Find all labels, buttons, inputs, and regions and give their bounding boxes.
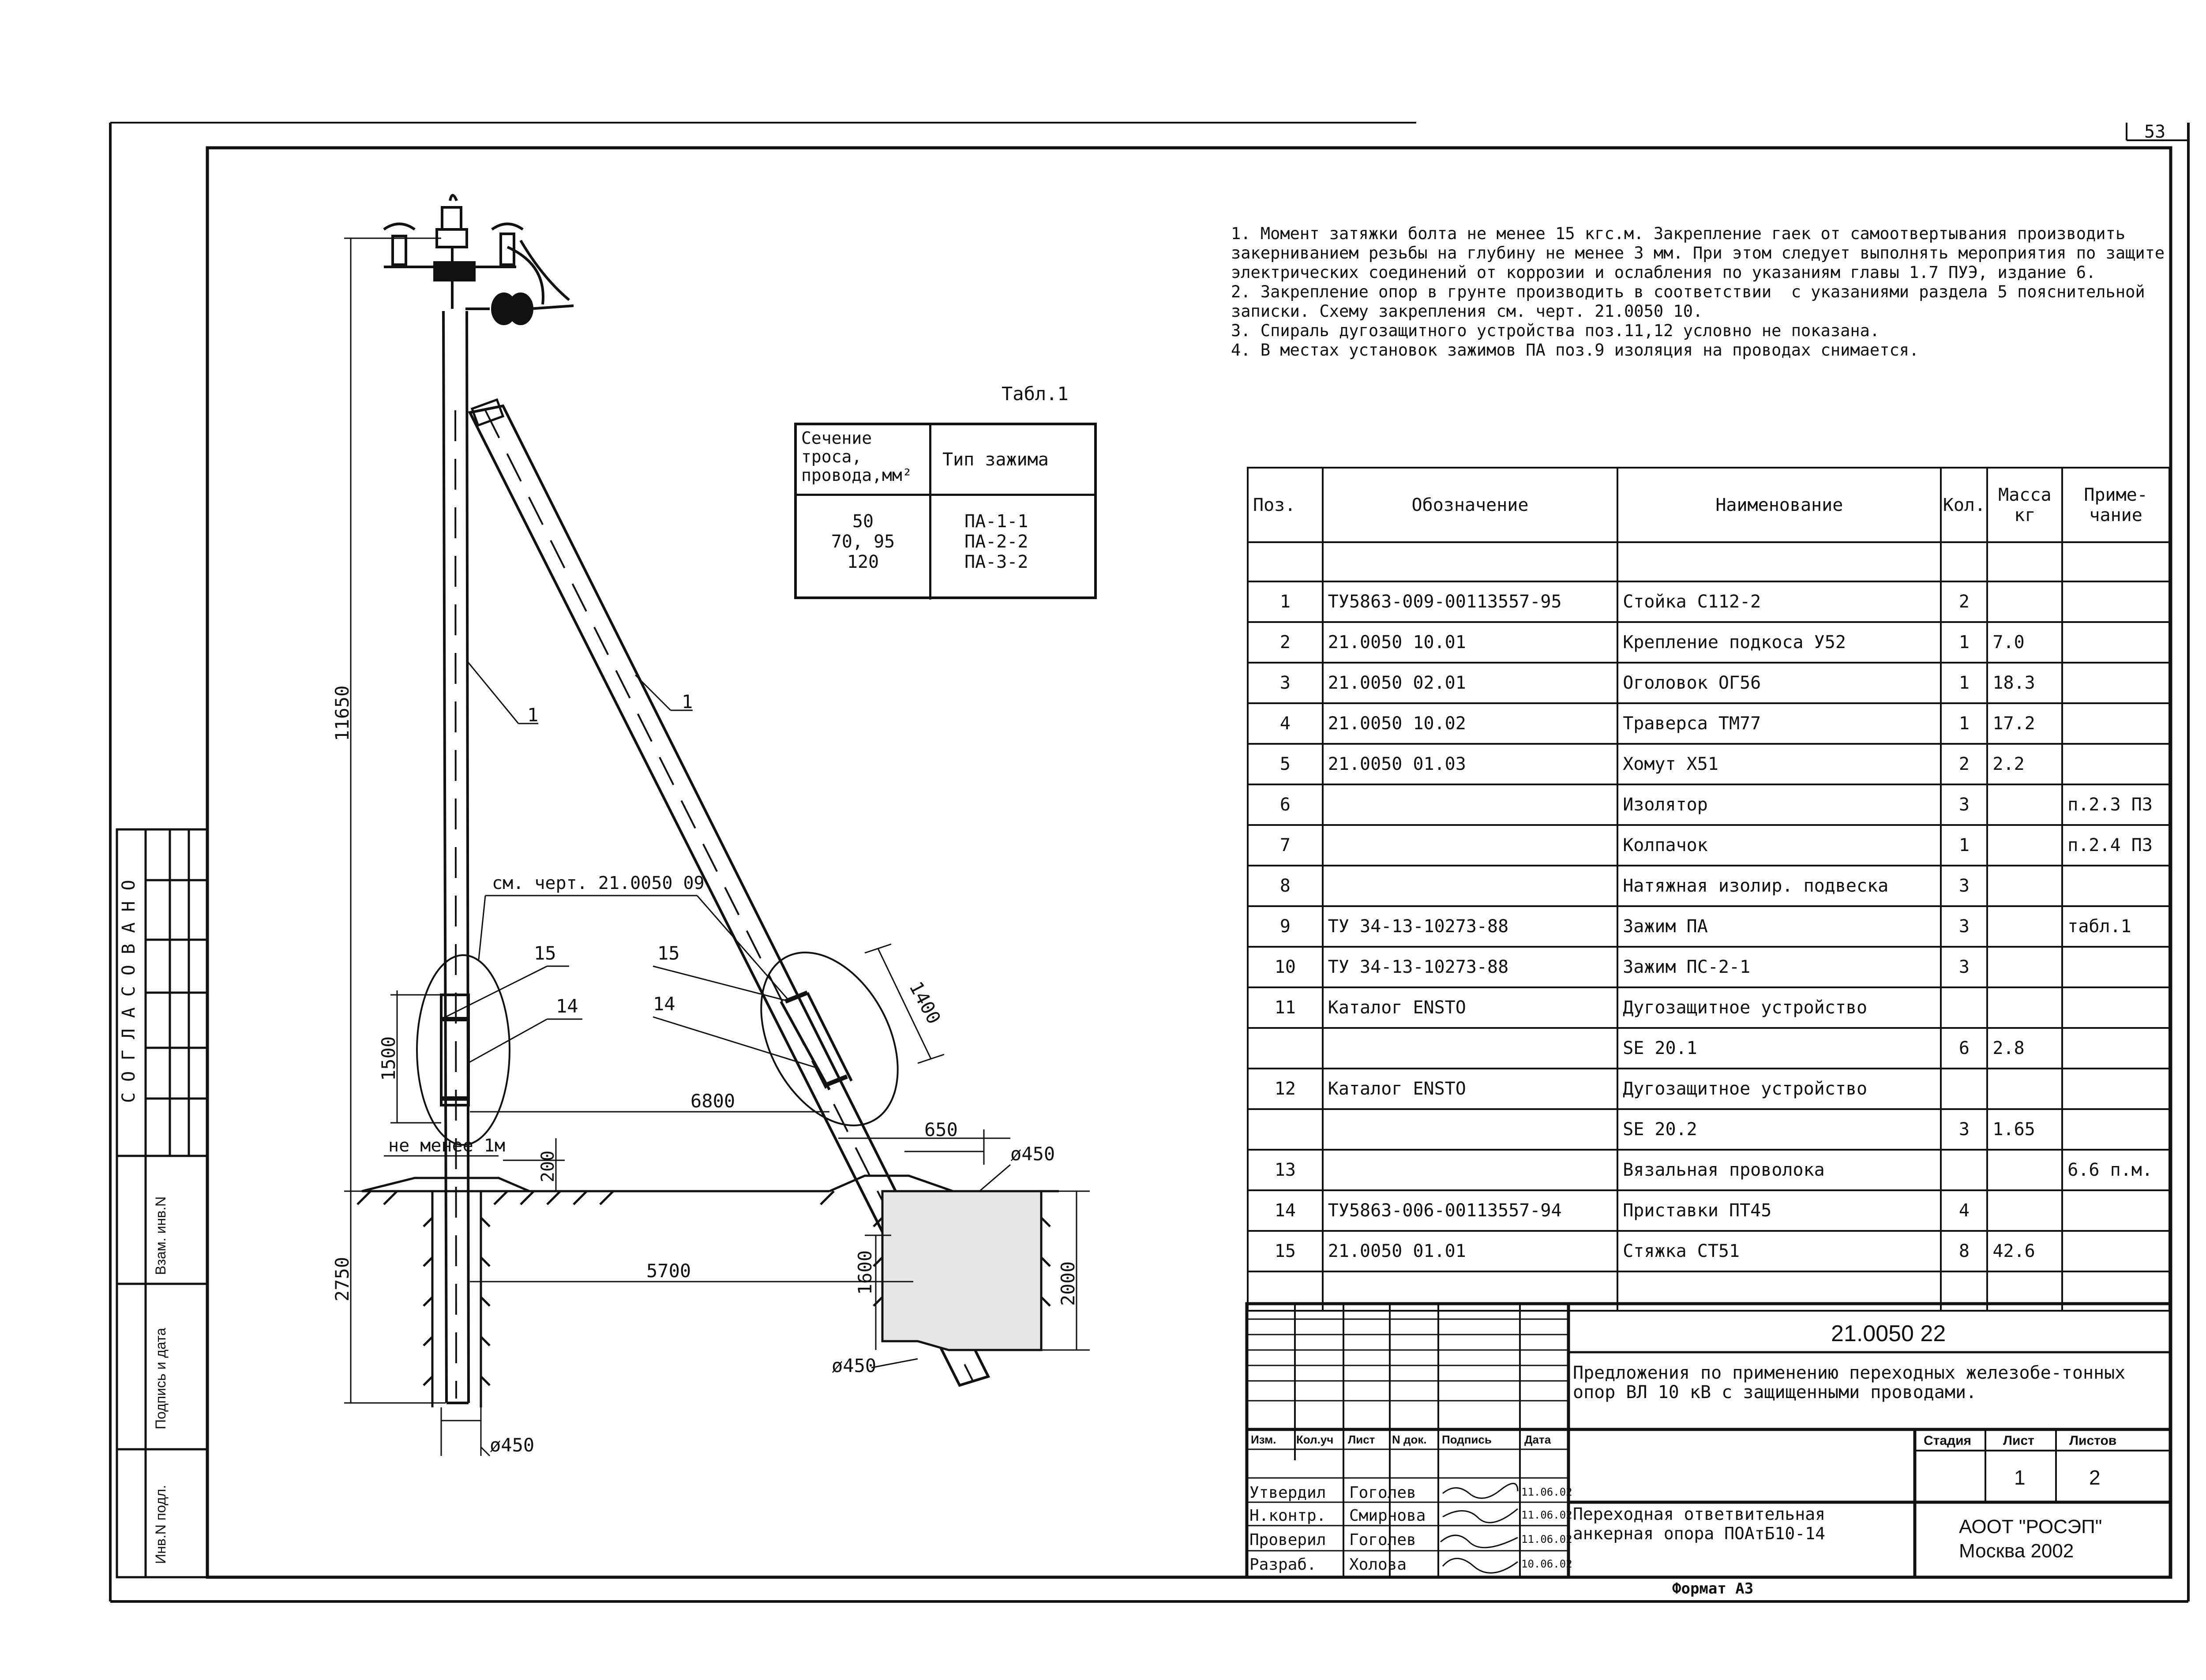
pos-1-pole: 1 [527, 704, 539, 726]
general-notes [1231, 224, 2180, 360]
rev-header-kol: Кол.уч [1296, 1433, 1334, 1446]
clamp-type: ПА-1-1 [964, 511, 1028, 532]
spec-cell-pos: 5 [1248, 744, 1323, 784]
clamp-type: ПА-2-2 [964, 532, 1028, 552]
leader-lines [441, 662, 816, 1068]
clamp-table [794, 423, 1097, 599]
spec-cell-pos: 10 [1248, 947, 1323, 987]
drawing-name: Переходная ответвительная анкерная опора ПОАтБ10-14 [1573, 1504, 1825, 1543]
spec-cell-name: Изолятор [1617, 784, 1941, 825]
spec-cell-mass [1987, 1190, 2062, 1231]
spec-cell-pos: 13 [1248, 1150, 1323, 1190]
signature-image [1443, 1509, 1518, 1522]
spec-cell-pos: 4 [1248, 703, 1323, 744]
spec-cell-code [1323, 1150, 1617, 1190]
spec-header-pos: Поз. [1248, 468, 1323, 542]
rev-header-list: Лист [1348, 1433, 1375, 1446]
spec-cell-mass [1987, 1069, 2062, 1109]
table-row [1248, 825, 2169, 866]
dim-5700: 5700 [646, 1260, 691, 1282]
junction-left [417, 955, 510, 1145]
spec-cell-mass [1987, 866, 2062, 906]
pos-14-right: 14 [653, 993, 675, 1015]
spec-cell-name: Стойка С112-2 [1617, 581, 1941, 622]
table-row [1248, 1271, 2169, 1311]
table-row [1248, 1190, 2169, 1231]
spec-cell-name: Траверса ТМ77 [1617, 703, 1941, 744]
table-row [1248, 703, 2169, 744]
pit-right [874, 1191, 1050, 1350]
signature-image [1443, 1559, 1518, 1573]
spec-cell-mass [1987, 784, 2062, 825]
spec-cell-note [2062, 866, 2169, 906]
dim-height: 11650 [331, 685, 353, 741]
table-row [1248, 1109, 2169, 1150]
spec-cell-mass: 1.65 [1987, 1109, 2062, 1150]
spec-cell-code: 21.0050 10.02 [1323, 703, 1617, 744]
signer-date: 11.06.02 [1521, 1486, 1572, 1498]
dim-depth: 2750 [331, 1256, 353, 1301]
spec-header-mass: Масса кг [1987, 468, 2062, 542]
spec-cell-qty: 6 [1941, 1028, 1987, 1069]
spec-cell-qty: 3 [1941, 906, 1987, 947]
spec-cell-note [2062, 703, 2169, 744]
spec-cell-code [1323, 1028, 1617, 1069]
spec-header-note: Приме-чание [2062, 468, 2169, 542]
dim-6800: 6800 [690, 1090, 735, 1112]
spec-cell-note [2062, 1028, 2169, 1069]
spec-cell-code: ТУ5863-009-00113557-95 [1323, 581, 1617, 622]
page-number: 53 [2144, 122, 2166, 142]
signer-date: 11.06.02 [1521, 1533, 1572, 1545]
spec-cell-qty: 1 [1941, 622, 1987, 663]
table-row [1248, 1150, 2169, 1190]
spec-cell-mass [1987, 1150, 2062, 1190]
spec-header-qty: Кол. [1941, 468, 1987, 542]
table-row [1248, 1069, 2169, 1109]
spec-cell-code: ТУ 34-13-10273-88 [1323, 947, 1617, 987]
spec-cell-qty: 3 [1941, 947, 1987, 987]
dim-1500: 1500 [378, 1036, 399, 1081]
signer-name: Смирнова [1349, 1507, 1426, 1525]
spec-cell-qty: 3 [1941, 1109, 1987, 1150]
spec-cell-qty [1941, 1069, 1987, 1109]
spec-cell-pos [1248, 1109, 1323, 1150]
table-row [1248, 744, 2169, 784]
spec-cell-qty: 4 [1941, 1190, 1987, 1231]
org-name: АООТ "РОСЭП" [1959, 1516, 2102, 1538]
sheet-label: Лист [2003, 1433, 2034, 1448]
spec-cell-qty: 1 [1941, 825, 1987, 866]
spec-cell-pos: 15 [1248, 1231, 1323, 1271]
signer-name: Гоголев [1349, 1484, 1416, 1502]
spec-cell-qty: 2 [1941, 744, 1987, 784]
table-row [1248, 784, 2169, 825]
spec-cell-note [2062, 1109, 2169, 1150]
spec-header-name: Наименование [1617, 468, 1941, 542]
signer-role: Утвердил [1249, 1484, 1326, 1502]
spec-cell-pos: 11 [1248, 987, 1323, 1028]
spec-cell-note [2062, 947, 2169, 987]
spec-cell-code: 21.0050 02.01 [1323, 663, 1617, 703]
spec-cell-pos: 8 [1248, 866, 1323, 906]
dim-2000: 2000 [1057, 1261, 1079, 1306]
pos-14-left: 14 [556, 995, 578, 1017]
spec-cell-qty: 1 [1941, 663, 1987, 703]
sheets-label: Листов [2069, 1433, 2117, 1448]
note-item: 4. В местах установок зажимов ПА поз.9 изоляция на проводах снимается. [1231, 341, 1919, 360]
spec-cell-qty: 8 [1941, 1231, 1987, 1271]
rev-header-izm: Изм. [1251, 1433, 1276, 1446]
spec-cell-mass [1987, 906, 2062, 947]
table-row [1248, 1028, 2169, 1069]
rev-header-ndoc: N док. [1392, 1433, 1427, 1446]
spec-cell-pos: 12 [1248, 1069, 1323, 1109]
city-year: Москва 2002 [1959, 1540, 2074, 1562]
clamp-table-title: Табл.1 [1002, 383, 1069, 405]
spec-header-row [1248, 468, 2169, 542]
dim-diam-pit: ø450 [832, 1355, 877, 1376]
spec-cell-code: ТУ 34-13-10273-88 [1323, 906, 1617, 947]
spec-cell-note [2062, 744, 2169, 784]
signer-name: Холова [1349, 1556, 1407, 1574]
spec-cell-code: Каталог ENSTO [1323, 1069, 1617, 1109]
table-row [1248, 542, 2169, 581]
spec-cell-qty: 3 [1941, 784, 1987, 825]
pos-1-brace: 1 [682, 691, 693, 712]
spec-cell-note: п.2.3 ПЗ [2062, 784, 2169, 825]
spec-cell-qty: 2 [1941, 581, 1987, 622]
spec-cell-pos: 9 [1248, 906, 1323, 947]
spec-cell-pos: 6 [1248, 784, 1323, 825]
spec-cell-mass: 18.3 [1987, 663, 2062, 703]
spec-cell-note [2062, 1231, 2169, 1271]
spec-cell-name: Приставки ПТ45 [1617, 1190, 1941, 1231]
spec-cell-name: Зажим ПА [1617, 906, 1941, 947]
spec-cell-note [2062, 1069, 2169, 1109]
spec-cell-qty [1941, 987, 1987, 1028]
spec-cell-note: п.2.4 ПЗ [2062, 825, 2169, 866]
spec-cell-code: Каталог ENSTO [1323, 987, 1617, 1028]
table-row [1248, 1231, 2169, 1271]
side-stamp-vzam: Взам. инв.N [153, 1196, 169, 1275]
sheets-value: 2 [2089, 1466, 2101, 1489]
signer-role: Н.контр. [1249, 1507, 1326, 1525]
spec-cell-name: SE 20.1 [1617, 1028, 1941, 1069]
stage-label: Стадия [1924, 1433, 1972, 1448]
clamp-header-section: Сечение троса, провода,мм² [801, 428, 912, 485]
dim-1600: 1600 [854, 1250, 876, 1295]
spec-cell-mass [1987, 947, 2062, 987]
spec-cell-note: табл.1 [2062, 906, 2169, 947]
spec-cell-note [2062, 1190, 2169, 1231]
spec-cell-note: 6.6 п.м. [2062, 1150, 2169, 1190]
clamp-section: 70, 95 [831, 532, 895, 552]
dim-diam-right: ø450 [1010, 1143, 1055, 1165]
spec-cell-code [1323, 866, 1617, 906]
table-row [1248, 906, 2169, 947]
spec-cell-pos: 1 [1248, 581, 1323, 622]
dim-diam-bottom: ø450 [490, 1434, 535, 1456]
spec-cell-mass [1987, 581, 2062, 622]
table-row [1248, 947, 2169, 987]
spec-cell-pos: 3 [1248, 663, 1323, 703]
note-item: 1. Момент затяжки болта не менее 15 кгс.м. Закрепление гаек от самоотвертывания производить закерниванием резьбы на глубину не менее 3 мм. При этом следует выполнять мероприятия по защите электрических соединений от коррозии и ослабления по указаниям главы 1.7 ПУЭ, издание 6. [1231, 224, 2175, 282]
table-row [1248, 622, 2169, 663]
clamp-header-type: Тип зажима [942, 450, 1049, 470]
spec-cell-name: Хомут Х51 [1617, 744, 1941, 784]
spec-cell-mass: 17.2 [1987, 703, 2062, 744]
rev-header-date: Дата [1524, 1433, 1551, 1446]
side-stamp-inv-podl: Инв.N подл. [153, 1485, 169, 1564]
table-row [1248, 581, 2169, 622]
spec-cell-code [1323, 825, 1617, 866]
spec-cell-code [1323, 784, 1617, 825]
spec-cell-mass: 2.2 [1987, 744, 2062, 784]
spec-cell-name: Стяжка СТ51 [1617, 1231, 1941, 1271]
spec-cell-note [2062, 663, 2169, 703]
label-not-less: не менее 1м [388, 1136, 505, 1156]
specification-table [1247, 467, 2170, 1312]
ref-see-drawing: см. черт. 21.0050 09 [492, 873, 705, 893]
revision-headers [1251, 1433, 1551, 1446]
pole-head [384, 195, 574, 324]
junction-right [733, 929, 926, 1149]
spec-cell-name: Дугозащитное устройство [1617, 987, 1941, 1028]
spec-cell-code [1323, 1109, 1617, 1150]
spec-cell-code: 21.0050 10.01 [1323, 622, 1617, 663]
table-row [1248, 987, 2169, 1028]
spec-cell-mass: 42.6 [1987, 1231, 2062, 1271]
spec-header-code: Обозначение [1323, 468, 1617, 542]
spec-cell-code: 21.0050 01.03 [1323, 744, 1617, 784]
spec-cell-qty: 1 [1941, 703, 1987, 744]
signer-date: 11.06.02 [1521, 1509, 1572, 1521]
spec-cell-mass: 7.0 [1987, 622, 2062, 663]
clamp-section: 120 [847, 552, 879, 572]
clamp-type: ПА-3-2 [964, 552, 1028, 572]
spec-cell-note [2062, 987, 2169, 1028]
spec-cell-mass: 2.8 [1987, 1028, 2062, 1069]
signer-role: Разраб. [1249, 1556, 1317, 1574]
rev-header-sign: Подпись [1442, 1433, 1492, 1446]
spec-cell-qty: 3 [1941, 866, 1987, 906]
spec-cell-code: ТУ5863-006-00113557-94 [1323, 1190, 1617, 1231]
spec-cell-pos: 2 [1248, 622, 1323, 663]
spec-cell-note [2062, 581, 2169, 622]
dim-200: 200 [538, 1150, 558, 1182]
clamp-section: 50 [852, 511, 874, 532]
signer-name: Гоголев [1349, 1531, 1416, 1549]
main-pole [443, 311, 469, 1403]
spec-cell-name: Крепление подкоса У52 [1617, 622, 1941, 663]
pos-15-left: 15 [534, 942, 556, 964]
dim-650: 650 [924, 1119, 958, 1140]
spec-cell-qty [1941, 1150, 1987, 1190]
signature-image [1443, 1483, 1518, 1498]
spec-cell-mass [1987, 825, 2062, 866]
signer-date: 10.06.02 [1521, 1558, 1572, 1570]
signers [1249, 1483, 1572, 1574]
spec-cell-pos: 7 [1248, 825, 1323, 866]
spec-cell-name: Вязальная проволока [1617, 1150, 1941, 1190]
side-stamp-agreed: С О Г Л А С О В А Н О [119, 880, 139, 1103]
spec-cell-name: Натяжная изолир. подвеска [1617, 866, 1941, 906]
spec-cell-name: Зажим ПС-2-1 [1617, 947, 1941, 987]
signer-role: Проверил [1249, 1531, 1326, 1549]
spec-cell-mass [1987, 987, 2062, 1028]
spec-cell-name: Дугозащитное устройство [1617, 1069, 1941, 1109]
spec-cell-name: SE 20.2 [1617, 1109, 1941, 1150]
note-item: 3. Спираль дугозащитного устройства поз.11,12 условно не показана. [1231, 321, 1880, 340]
pos-15-right: 15 [657, 942, 680, 964]
note-item: 2. Закрепление опор в грунте производить в соответствии с указаниями раздела 5 пояснительной записки. Схему закрепления см. черт. 21.0050 10. [1231, 282, 2155, 321]
spec-cell-note [2062, 622, 2169, 663]
signature-image [1441, 1535, 1518, 1548]
table-row [1248, 866, 2169, 906]
sheet-value: 1 [2014, 1466, 2026, 1489]
format-label: Формат А3 [1672, 1580, 1754, 1598]
project-title: Предложения по применению переходных железобе-тонных опор ВЛ 10 кВ с защищенными проводами. [1573, 1363, 2126, 1402]
spec-cell-name: Оголовок ОГ56 [1617, 663, 1941, 703]
table-row [1248, 663, 2169, 703]
dim-1400: 1400 [905, 978, 945, 1028]
spec-cell-pos [1248, 1028, 1323, 1069]
spec-cell-code: 21.0050 01.01 [1323, 1231, 1617, 1271]
side-stamp-sign-date: Подпись и дата [153, 1328, 169, 1429]
doc-code: 21.0050 22 [1831, 1321, 1946, 1346]
spec-cell-name: Колпачок [1617, 825, 1941, 866]
spec-cell-pos: 14 [1248, 1190, 1323, 1231]
